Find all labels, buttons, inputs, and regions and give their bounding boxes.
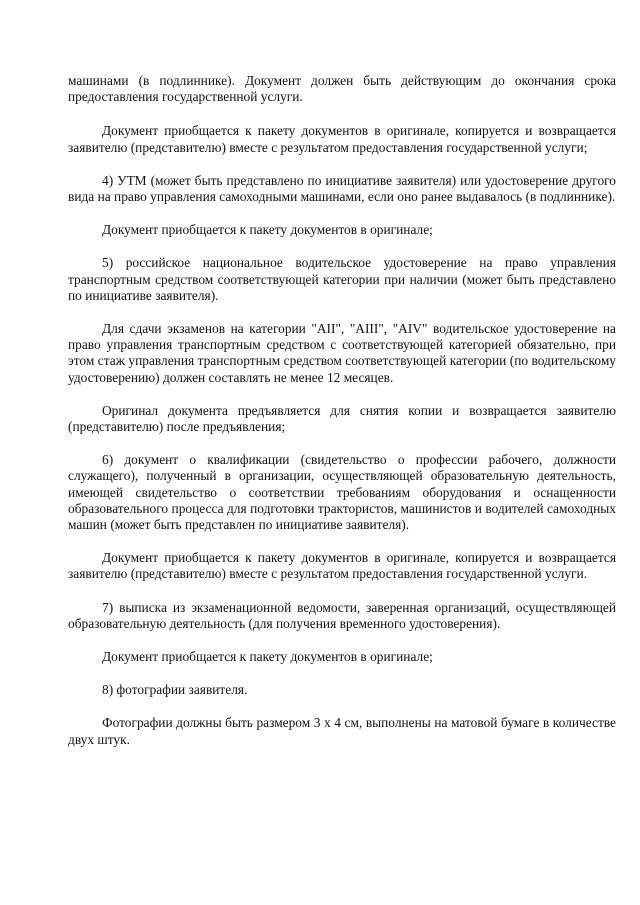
paragraph-item-5: 5) российское национальное водительское удостоверение на право управления транспортным средством соответствующей категории при наличии (может быть представлено по инициативе заявителя).: [68, 255, 616, 303]
paragraph-continuation: машинами (в подлиннике). Документ должен быть действующим до окончания срока предоставления государственной услуги.: [68, 73, 616, 105]
paragraph-item-6: 6) документ о квалификации (свидетельство о профессии рабочего, должности служащего), полученный в организации, осуществляющей образовательную деятельность, имеющей свидетельство о соответствии требованиям оборудования и оснащенности образовательного процесса для подготовки трактористов, машинистов и водителей самоходных машин (может быть представлен по инициативе заявителя).: [68, 452, 616, 533]
paragraph-item-8: 8) фотографии заявителя.: [102, 682, 248, 698]
paragraph-original-copy: Оригинал документа предъявляется для снятия копии и возвращается заявителю (представителю) после предъявления;: [68, 402, 616, 435]
paragraph-attach-copy-return: Документ приобщается к пакету документов в оригинале, копируется и возвращается заявителю (представителю) вместе с результатом предоставления государственной услуги;: [68, 123, 616, 155]
paragraph-categories-requirement: Для сдачи экзаменов на категории "AII", "AIII", "AIV" водительское удостоверение на право управления транспортным средством с соответствующей категорией обязательно, при этом стаж управления транспортным средством соответствующей категории (по водительскому удостоверению) должен составлять не менее 12 месяцев.: [68, 321, 616, 385]
paragraph-attach-original-2: Документ приобщается к пакету документов в оригинале;: [102, 649, 433, 665]
paragraph-attach-original: Документ приобщается к пакету документов в оригинале;: [102, 222, 433, 238]
paragraph-attach-copy-return-2: Документ приобщается к пакету документов в оригинале, копируется и возвращается заявителю (представителю) вместе с результатом предоставления государственной услуги.: [68, 550, 616, 582]
document-body: [68, 73, 616, 765]
paragraph-item-7: 7) выписка из экзаменационной ведомости, заверенная организаций, осуществляющей образовательную деятельность (для получения временного удостоверения).: [68, 599, 616, 631]
paragraph-photo-requirements: Фотографии должны быть размером 3 х 4 см, выполнены на матовой бумаге в количестве двух штук.: [68, 715, 616, 747]
paragraph-item-4: 4) УТМ (может быть представлено по инициативе заявителя) или удостоверение другого вида на право управления самоходными машинами, если оно ранее выдавалось (в подлиннике).: [68, 172, 616, 205]
